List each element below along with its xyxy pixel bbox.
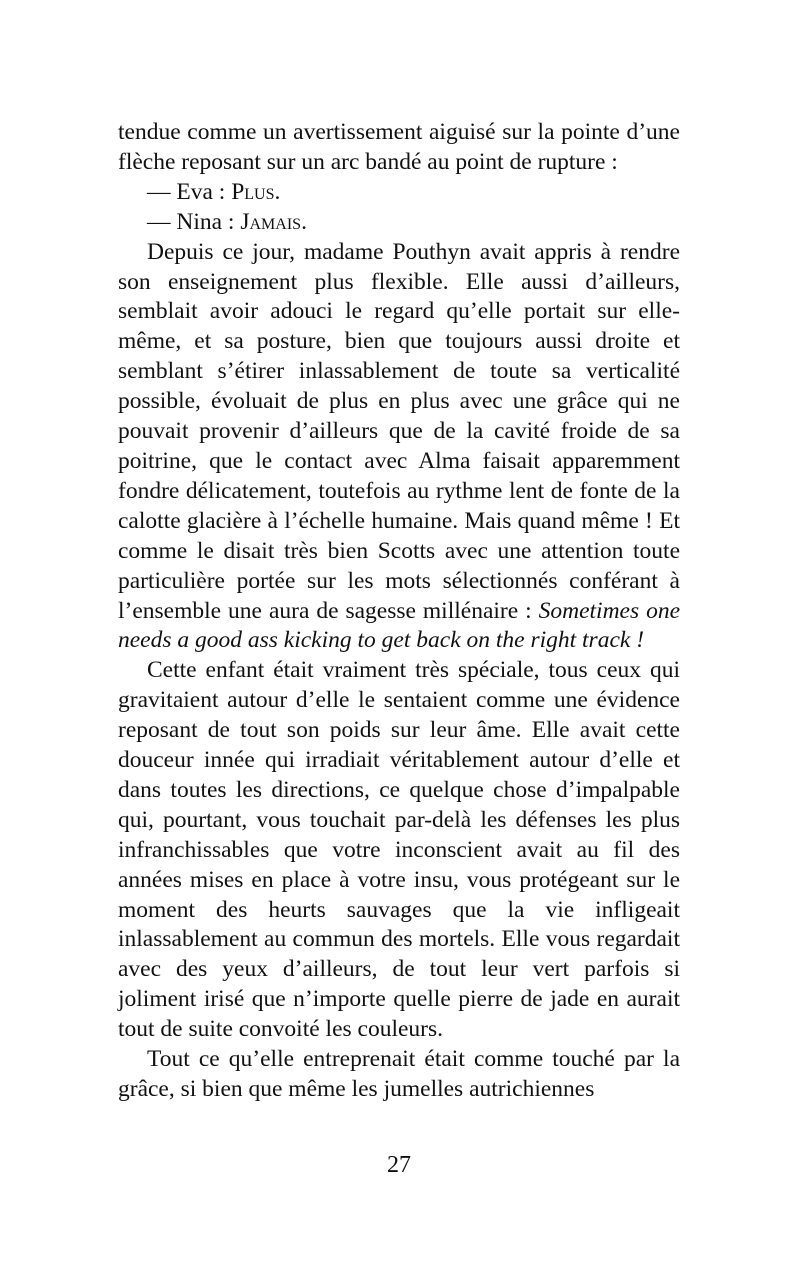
italic-quote: Sometimes one needs a good ass kicking to get back on the right track ! bbox=[118, 597, 681, 654]
paragraph-text: Depuis ce jour, madame Pouthyn avait appris à rendre son enseignement plus flexible. Elle aussi d’ailleurs, semblait avoir adouci le regard qu’elle portait sur elle-même, et sa posture, bien que toujours aussi droite et semblant s’étirer inlassablement de toute sa verticalité possible, évoluait de plus en plus avec une grâce qui ne pouvait provenir d’ailleurs que de la cavité froide de sa poitrine, que le contact avec Alma faisait apparemment fondre délicatement, toutefois au rythme lent de fonte de la calotte glacière à l’échelle humaine. Mais quand même ! Et comme le disait très bien Scotts avec une attention toute particulière portée sur les mots sélectionnés conférant à l’ensemble une aura de sagesse millénaire : bbox=[118, 238, 680, 624]
dialogue-reply: Plus bbox=[231, 178, 275, 205]
paragraph-continuation: tendue comme un avertissement aiguisé sur la pointe d’une flèche reposant sur un arc bandé au point de rupture : bbox=[118, 119, 680, 175]
dialogue-line-nina bbox=[118, 208, 680, 238]
paragraph: Tout ce qu’elle entreprenait était comme touché par la grâce, si bien que même les jumelles autrichiennes bbox=[118, 1046, 680, 1102]
dialogue-punctuation: . bbox=[301, 208, 307, 235]
dialogue-line-eva bbox=[118, 178, 680, 208]
paragraph bbox=[118, 238, 680, 657]
dialogue-speaker: — Eva : bbox=[147, 178, 232, 205]
dialogue-speaker: — Nina : bbox=[147, 208, 241, 235]
page-number: 27 bbox=[387, 1152, 411, 1178]
dialogue-punctuation: . bbox=[274, 178, 281, 205]
dialogue-reply: Jamais bbox=[240, 208, 302, 235]
page-body bbox=[118, 118, 680, 1105]
paragraph: Cette enfant était vraiment très spéciale, tous ceux qui gravitaient autour d’elle le sentaient comme une évidence reposant de tout son poids sur leur âme. Elle avait cette douceur innée qui irradiait véritablement autour d’elle et dans toutes les directions, ce quelque chose d’impalpable qui, pourtant, vous touchait par-delà les défenses les plus infranchissables que votre inconscient avait au fil des années mises en place à votre insu, vous protégeant sur le moment des heurts sauvages que la vie infligeait inlassablement au commun des mortels. Elle vous regardait avec des yeux d’ailleurs, de tout leur vert parfois si joliment irisé que n’importe quelle pierre de jade en aurait tout de suite convoité les couleurs. bbox=[118, 657, 680, 1043]
